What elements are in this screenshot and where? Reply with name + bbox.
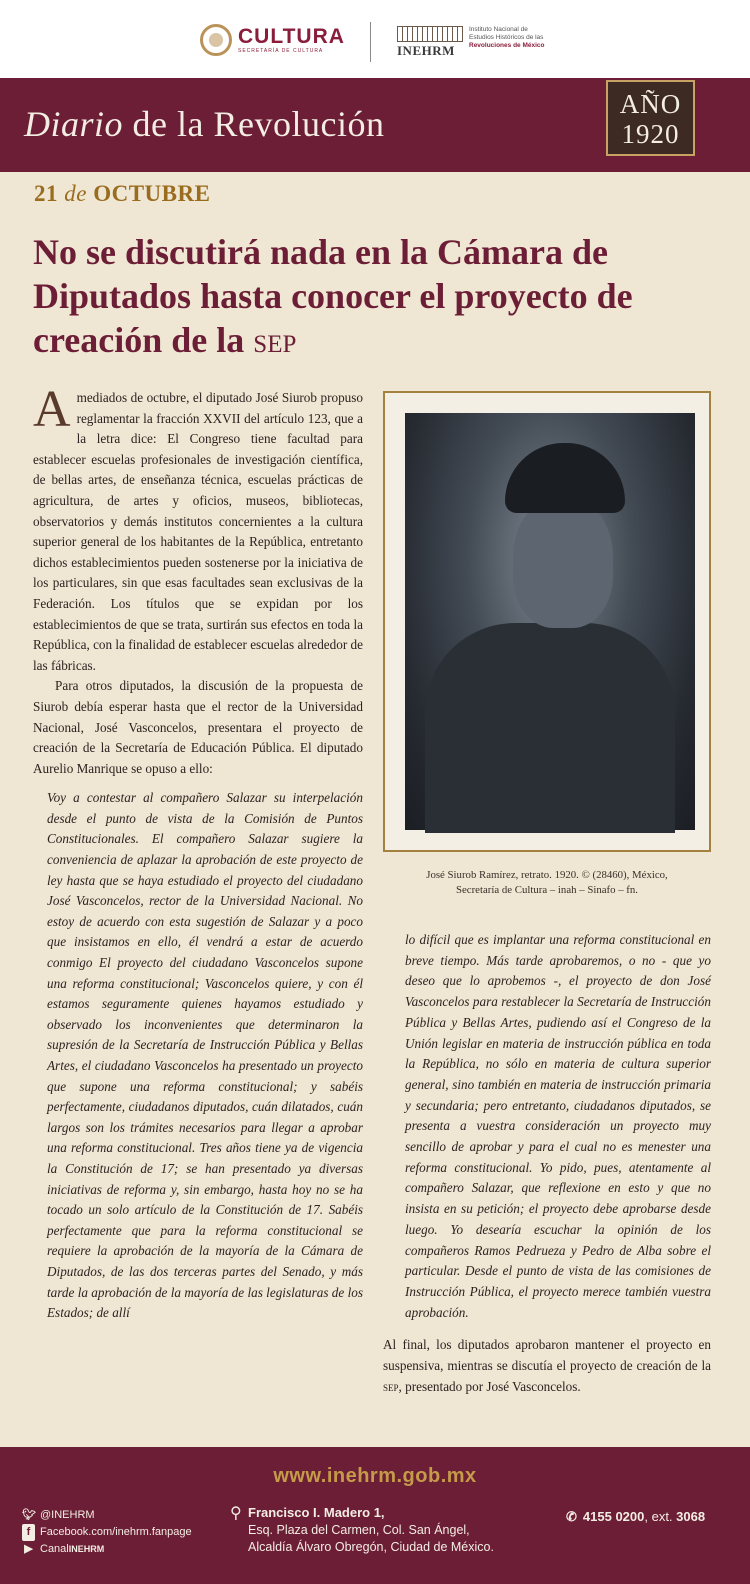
paragraph-1-text: mediados de octubre, el diputado José Siurob propuso reglamentar la fracción XXVII del artículo 123, que a la letra dice: El Congreso tiene facultad para establecer escuelas profesionales de investigación científica, de bellas artes, de enseñanza técnica, escuelas prácticas de agricultura, de artes y oficios, museos, bibliotecas, observatorios y demás institutos concernientes a la cultura superior general de los habitantes de la República, entretanto dichos establecimientos pueden sostenerse por la iniciativa de los particulares, sin que esas facultades sean exclusivas de la Federación. Los títulos que se expidan por los establecimientos de que se trata, surtirán sus efectos en toda la República, con la finalidad de establecer escuelas alrededor de las fábricas. bbox=[33, 390, 363, 673]
date-day: 21 bbox=[34, 181, 58, 206]
youtube-label: Canal bbox=[40, 1543, 69, 1555]
logo-divider bbox=[370, 22, 371, 62]
paragraph-1 bbox=[33, 381, 363, 676]
twitter-handle: @INEHRM bbox=[40, 1509, 95, 1521]
photo-caption bbox=[383, 868, 711, 898]
closing-text-b: , presentado por José Vasconcelos. bbox=[398, 1378, 581, 1394]
footer bbox=[0, 1447, 750, 1584]
twitter-link[interactable] bbox=[22, 1507, 192, 1524]
year-value: 1920 bbox=[621, 119, 680, 149]
youtube-icon: ▶ bbox=[24, 1543, 33, 1555]
location-pin-icon: ⚲ bbox=[230, 1505, 242, 1522]
building-icon bbox=[397, 26, 463, 42]
series-title-rest: de la Revolución bbox=[123, 104, 385, 144]
closing-acronym: sep bbox=[383, 1378, 399, 1394]
portrait-photo bbox=[405, 413, 695, 830]
social-links bbox=[22, 1507, 192, 1558]
closing-paragraph bbox=[383, 1335, 711, 1397]
article-date bbox=[34, 181, 210, 207]
inehrm-logo bbox=[397, 26, 545, 59]
website-link[interactable]: www.inehrm.gob.mx bbox=[273, 1465, 477, 1487]
drop-cap: A bbox=[33, 381, 71, 438]
phone-icon: ✆ bbox=[566, 1509, 577, 1524]
article-headline bbox=[33, 230, 693, 362]
article-column-right bbox=[383, 930, 711, 1397]
caption-line-1: José Siurob Ramírez, retrato. 1920. © (28460), México, bbox=[426, 869, 668, 881]
year-badge bbox=[606, 80, 695, 156]
portrait-cap bbox=[505, 443, 625, 513]
cultura-logo bbox=[200, 24, 345, 56]
address-street: Francisco I. Madero 1, bbox=[248, 1505, 385, 1520]
closing-text-a: Al final, los diputados aprobaron mantener el proyecto en suspensiva, mientras se discutía el proyecto de creación de la bbox=[383, 1337, 711, 1374]
inehrm-wordmark: INEHRM bbox=[397, 43, 455, 58]
date-month: OCTUBRE bbox=[93, 181, 211, 206]
headline-text: No se discutirá nada en la Cámara de Diputados hasta conocer el proyecto de creación de la bbox=[33, 232, 633, 360]
facebook-icon: f bbox=[22, 1524, 35, 1541]
youtube-channel: INEHRM bbox=[68, 1544, 105, 1554]
phone-ext-label: , ext. bbox=[644, 1509, 677, 1524]
inehrm-line3: Revoluciones de México bbox=[469, 42, 545, 49]
inehrm-institution bbox=[469, 26, 579, 50]
paragraph-2: Para otros diputados, la discusión de la propuesta de Siurob debía esperar hasta que el rector de la Universidad Nacional, José Vasconcelos, presentara el proyecto de creación de la Secretaría de Educación Pública. El diputado Aurelio Manrique se opuso a ello: bbox=[33, 678, 363, 776]
portrait-body bbox=[425, 623, 675, 833]
mexico-seal-icon bbox=[200, 24, 232, 56]
address-line-3: Alcaldía Álvaro Obregón, Ciudad de México. bbox=[248, 1540, 494, 1554]
phone[interactable] bbox=[566, 1509, 705, 1525]
inehrm-line1: Instituto Nacional de bbox=[469, 26, 528, 33]
address-line-2: Esq. Plaza del Carmen, Col. San Ángel, bbox=[248, 1523, 470, 1537]
facebook-url: Facebook.com/inehrm.fanpage bbox=[40, 1526, 192, 1538]
portrait-head bbox=[513, 498, 613, 628]
article-column-left bbox=[33, 381, 363, 1324]
series-title-italic: Diario bbox=[24, 104, 124, 144]
quote-part-1: Voy a contestar al compañero Salazar su interpelación desde el punto de vista de la Comisión de Puntos Constitucionales. El compañero Salazar sugiere la conveniencia de aplazar la aprobación de este proyecto de ley hasta que se haya estudiado el proyecto del ciudadano José Vasconcelos, rector de la Universidad Nacional. No estoy de acuerdo con esta sugestión de Salazar y a poco que insistamos en ello, él vendrá a estar de acuerdo conmigo El proyecto del ciudadano Vasconcelos supone una reforma constitucional; Vasconcelos quiere, y con él estamos seguramente quienes hayamos estudiado y observado los inconvenientes que determinaron la supresión de la Secretaría de Instrucción Pública y Bellas Artes, el ciudadano Vasconcelos ha presentado un proyecto que supone una reforma constitucional; y sabéis perfectamente, ciudadanos diputados, cuán dilatados, cuán largos son los trámites necesarios para llegar a aprobar una reforma constitucional. Tres años tiene ya de vigencia la Constitución de 17; se han presentado ya diversas iniciativas de reforma y, sin embargo, hasta hoy no se ha tocado un solo artículo de la Constitución de 17. Sabéis perfectamente que para la reforma constitucional se requiere la aprobación de la mayoría de la Cámara de Diputados, de las dos terceras partes del Senado, y más tarde la aprobación de la mayoría de las legislaturas de los Estados; de allí bbox=[47, 790, 363, 1321]
address bbox=[230, 1504, 494, 1556]
headline-acronym: sep bbox=[253, 320, 297, 360]
logo-bar bbox=[0, 0, 750, 78]
date-de: de bbox=[64, 181, 87, 206]
photo-frame bbox=[383, 391, 711, 852]
phone-number: 4155 0200 bbox=[582, 1509, 645, 1524]
caption-line-2: Secretaría de Cultura – inah – Sinafo – fn. bbox=[456, 884, 638, 896]
youtube-link[interactable] bbox=[22, 1541, 192, 1558]
cultura-subtitle: SECRETARÍA DE CULTURA bbox=[238, 48, 324, 54]
twitter-icon: 🐦︎ bbox=[22, 1509, 36, 1521]
inehrm-line2: Estudios Históricos de las bbox=[469, 34, 544, 41]
year-label: AÑO bbox=[619, 89, 682, 119]
cultura-wordmark: CULTURA bbox=[238, 25, 345, 48]
quote-part-2: lo difícil que es implantar una reforma constitucional en breve tiempo. Más tarde aprobaremos, o no - que yo deseo que lo aprobemos -, el proyecto de don José Vasconcelos para restablecer la Secretaría de Instrucción Pública y Bellas Artes, pudiendo así el Congreso de la Unión legislar en materia de instrucción pública en toda la República, no sólo en materia de cultura superior general, sino también en materia de instrucción primaria y secundaria; pero entretanto, ciudadanos diputados, se presenta a vuestra consideración un proyecto muy sencillo de aprobar y para el cual no es menester una reforma constitucional. Yo pido, pues, atentamente al compañero Salazar, que reflexione en esto y que no insista en su petición; el proyecto debe aprobarse desde luego. Yo desearía escuchar la opinión de los compañeros Ramos Pedrueza y Pedro de Alba sobre el particular. Desde el punto de vista de las comisiones de Instrucción Pública, el proyecto merece también vuestra aprobación. bbox=[405, 932, 711, 1320]
series-title bbox=[24, 103, 384, 145]
facebook-link[interactable] bbox=[22, 1524, 192, 1541]
phone-ext: 3068 bbox=[676, 1509, 706, 1524]
